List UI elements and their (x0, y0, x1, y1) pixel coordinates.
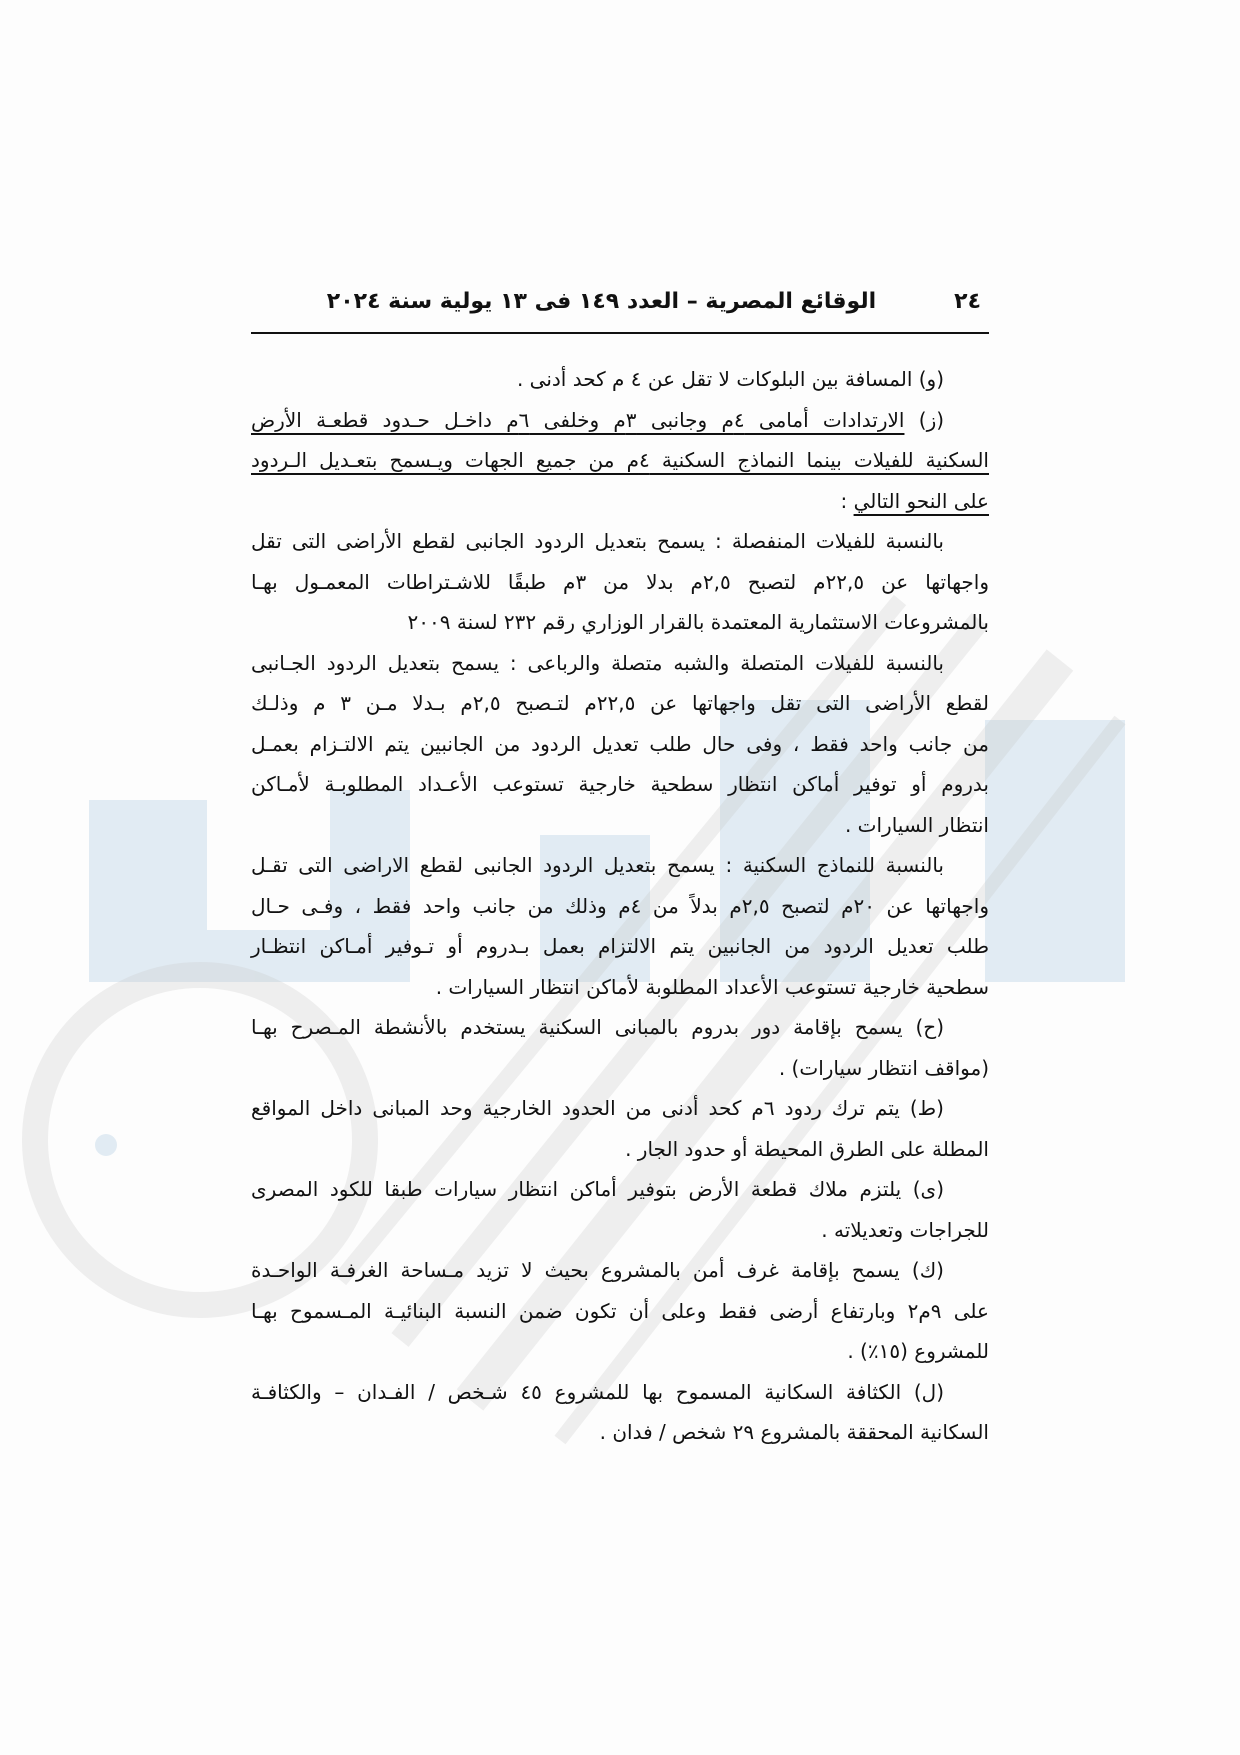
text-line (251, 1412, 989, 1453)
page-number: ٢٤ (954, 289, 981, 314)
page-header (251, 283, 989, 321)
text-line (251, 1169, 989, 1210)
line-text: على ٩م٢ وبارتفاع أرضى فقط وعلى أن تكون ضمن النسبة البنائيـة المـسموح بهـا (251, 1298, 989, 1323)
text-line (251, 1291, 989, 1332)
watermark-shape (985, 720, 1125, 982)
underlined-text: الارتدادات أمامى ٤م وجانبى ٣م وخلفى ٦م داخـل حـدود قطعـة الأرض (251, 407, 905, 432)
underlined-text: على النحو التالي (853, 488, 989, 513)
text-line (251, 1129, 989, 1170)
line-text: انتظار السيارات . (844, 812, 989, 837)
text-line (251, 764, 989, 805)
line-text: من جانب واحد فقط ، وفى حال طلب تعديل الردود من الجانبين يتم الالتـزام بعمـل (251, 731, 989, 756)
text-line (251, 440, 989, 481)
line-text: (ح) يسمح بإقامة دور بدروم بالمبانى السكنية يستخدم بالأنشطة المـصرح بهـا (251, 1015, 944, 1039)
line-text: السكانية المحققة بالمشروع ٢٩ شخص / فدان . (599, 1420, 989, 1444)
line-text: واجهاتها عن ٢٢,٥م لتصبح ٢,٥م بدلا من ٣م طبقًا للاشـتراطات المعمـول بهـا (251, 569, 989, 594)
text-line (251, 724, 989, 765)
text-line (251, 1372, 989, 1413)
item-marker: (ز) (918, 407, 945, 432)
line-text: (ل) الكثافة السكانية المسموح بها للمشروع ٤٥ شـخص / الفـدان – والكثافـة (251, 1379, 944, 1404)
line-text: للجراجات وتعديلاته . (821, 1217, 989, 1242)
line-text: بالمشروعات الاستثمارية المعتمدة بالقرار الوزاري رقم ٢٣٢ لسنة ٢٠٠٩ (407, 610, 989, 634)
line-text: المطلة على الطرق المحيطة أو حدود الجار . (625, 1136, 989, 1161)
text-line (251, 400, 989, 441)
line-text: : (840, 488, 848, 513)
text-line (251, 643, 989, 684)
text-line (251, 602, 989, 643)
line-text: بالنسبة للفيلات المتصلة والشبه متصلة والرباعى : يسمح بتعديل الردود الجـانبى (251, 650, 944, 675)
line-text: بدروم أو توفير أماكن انتظار سطحية خارجية تستوعب الأعـداد المطلوبـة لأمـاكن (251, 772, 989, 796)
text-line (251, 359, 989, 400)
line-text: بالنسبة للنماذج السكنية : يسمح بتعديل الردود الجانبى لقطع الاراضى التى تقـل (251, 853, 944, 877)
text-line (251, 521, 989, 562)
watermark-shape (95, 1134, 117, 1156)
text-line (251, 1250, 989, 1291)
text-line (251, 926, 989, 967)
text-line (251, 1048, 989, 1089)
text-line (251, 1088, 989, 1129)
line-text: سطحية خارجية تستوعب الأعداد المطلوبة لأماكن انتظار السيارات . (435, 974, 989, 999)
header-divider (251, 332, 989, 334)
line-text: بالنسبة للفيلات المنفصلة : يسمح بتعديل الردود الجانبى لقطع الأراضى التى تقل (251, 529, 944, 553)
text-line (251, 967, 989, 1008)
line-text: (ط) يتم ترك ردود ٦م كحد أدنى من الحدود الخارجية وحد المبانى داخل المواقع (251, 1096, 944, 1120)
line-text: (و) المسافة بين البلوكات لا تقل عن ٤ م كحد أدنى . (516, 367, 944, 391)
text-line (251, 481, 989, 522)
line-text: طلب تعديل الردود من الجانبين يتم الالتزام بعمل بـدروم أو تـوفير أمـاكن انتظـار (251, 934, 989, 958)
text-line (251, 1007, 989, 1048)
line-text: (ك) يسمح بإقامة غرف أمن بالمشروع بحيث لا تزيد مـساحة الغرفـة الواحـدة (251, 1258, 944, 1282)
underlined-text: السكنية للفيلات بينما النماذج السكنية ٤م من جميع الجهات ويـسمح بتعـديل الـردود (251, 448, 989, 472)
document-body (251, 359, 989, 1453)
text-line (251, 1210, 989, 1251)
line-text: واجهاتها عن ٢٠م لتصبح ٢,٥م بدلاً من ٤م وذلك من جانب واحد فقط ، وفـى حـال (251, 893, 990, 918)
text-line (251, 1331, 989, 1372)
line-text: لقطع الأراضى التى تقل واجهاتها عن ٢٢,٥م لتـصبح ٢,٥م بـدلا مـن ٣ م وذلـك (251, 691, 990, 715)
watermark-shape (89, 800, 207, 982)
line-text: للمشروع (١٥٪) . (847, 1339, 989, 1363)
text-line (251, 845, 989, 886)
text-line (251, 805, 989, 846)
text-line (251, 886, 989, 927)
line-text: (مواقف انتظار سيارات) . (778, 1055, 989, 1080)
text-line (251, 562, 989, 603)
gazette-title: الوقائع المصرية – العدد ١٤٩ فى ١٣ يولية سنة ٢٠٢٤ (326, 289, 877, 314)
line-text: (ى) يلتزم ملاك قطعة الأرض بتوفير أماكن انتظار سيارات طبقا للكود المصرى (251, 1177, 944, 1201)
text-line (251, 683, 989, 724)
